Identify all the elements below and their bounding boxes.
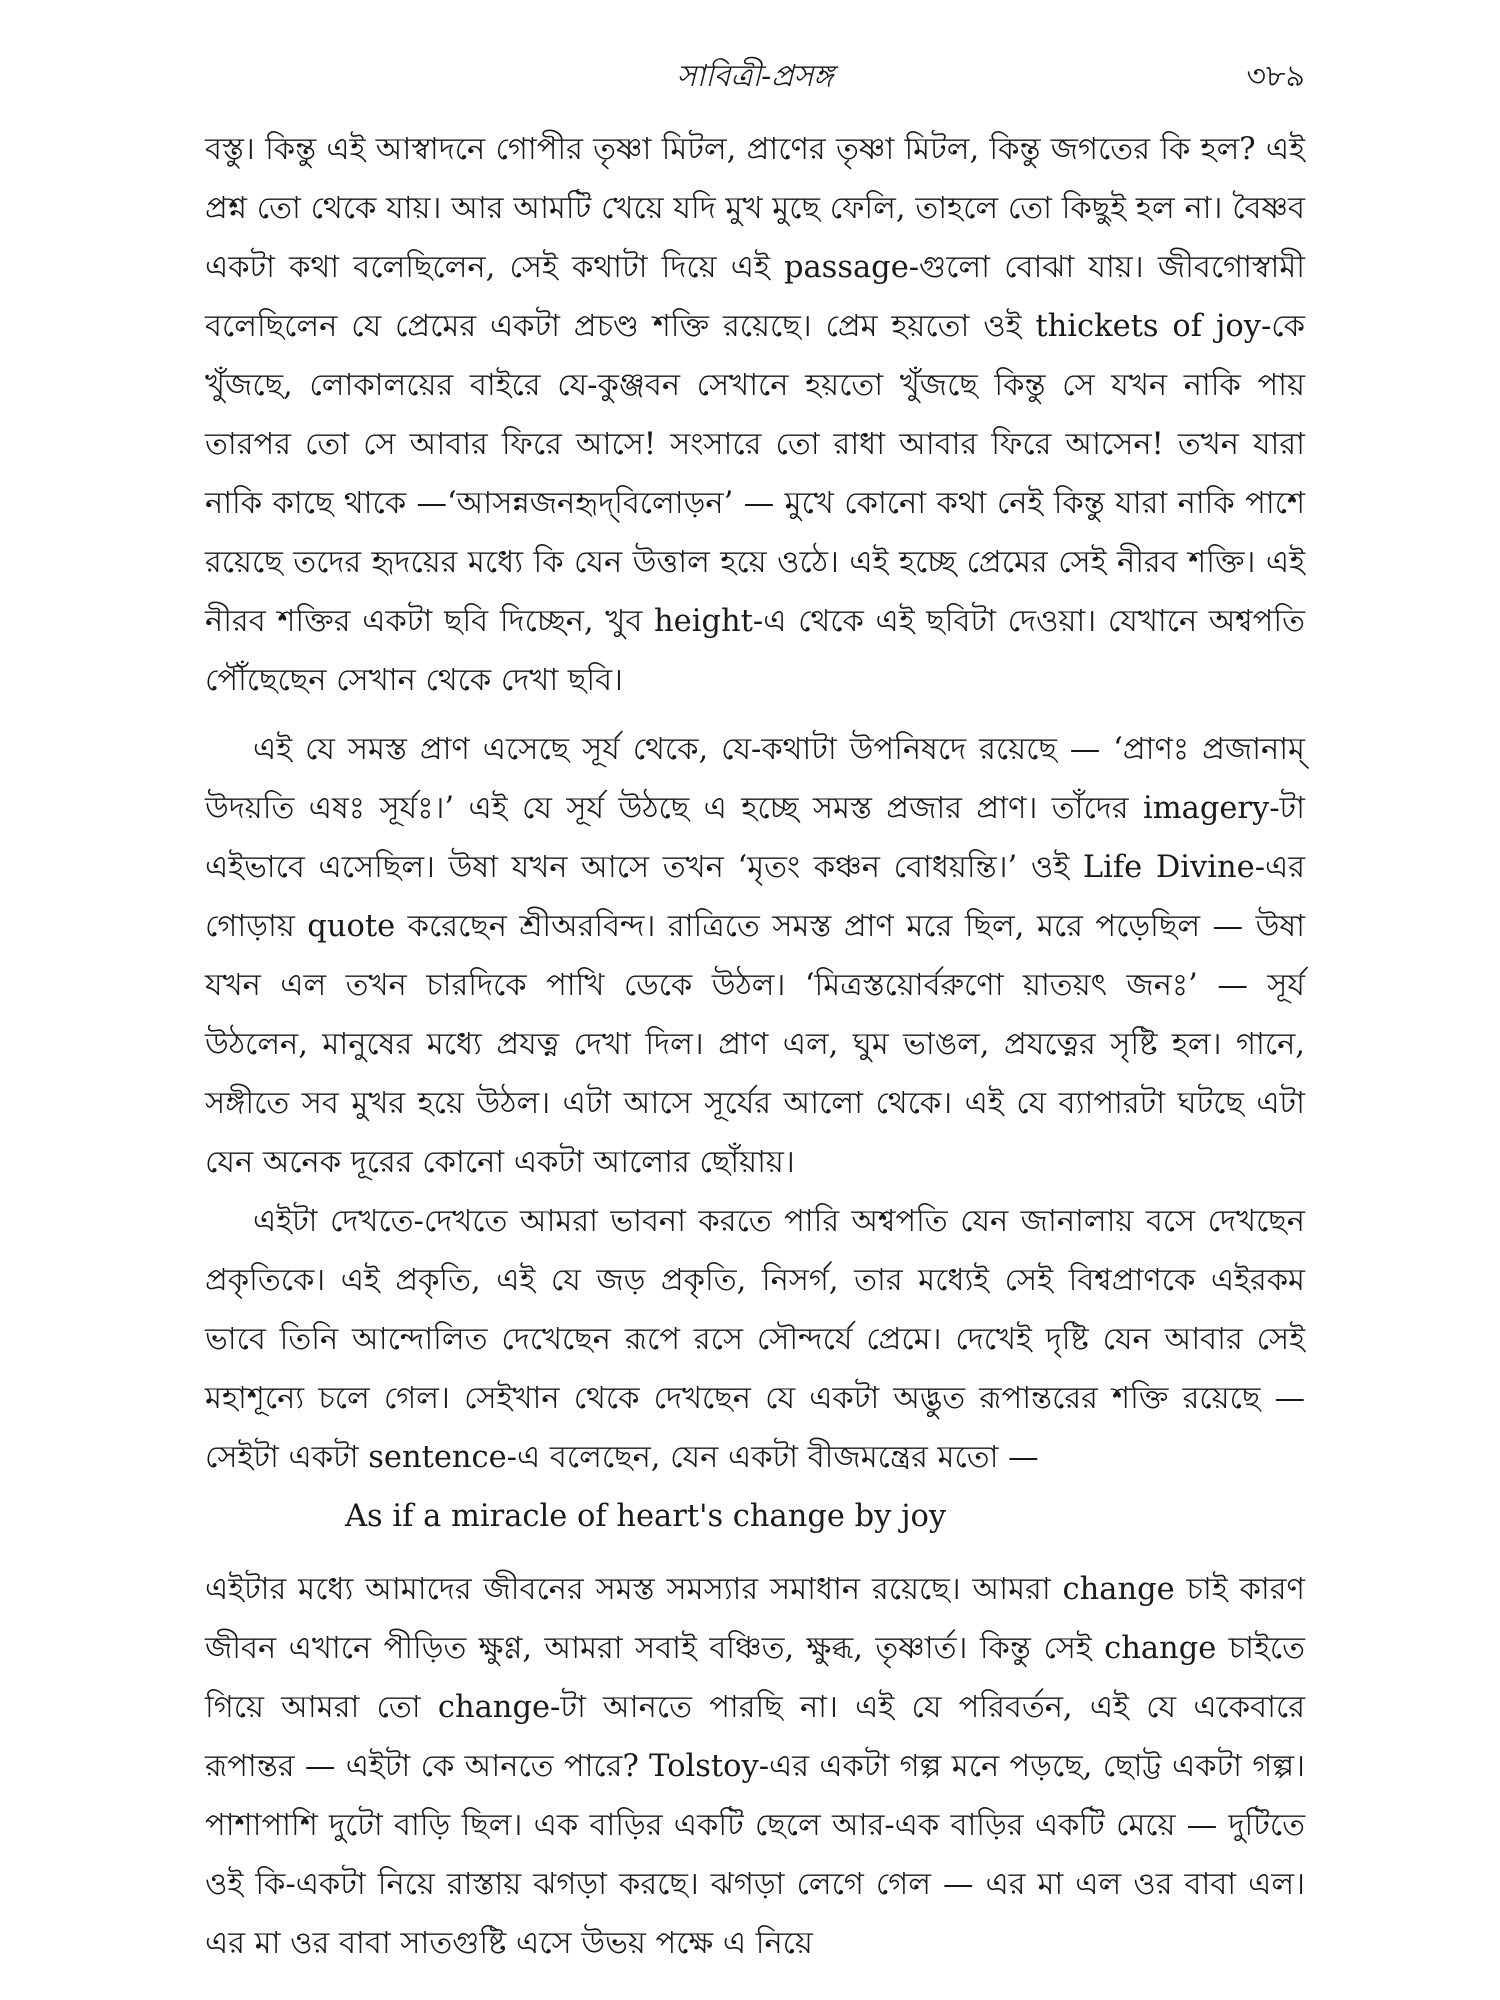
- body-text: [205, 120, 1305, 1973]
- paragraph-4: এইটার মধ্যে আমাদের জীবনের সমস্ত সমস্যার সমাধান রয়েছে। আমরা change চাই কারণ জীবন এখানে পীড়িত ক্ষুণ্ণ, আমরা সবাই বঞ্চিত, ক্ষুব্ধ, তৃষ্ণার্ত। কিন্তু সেই change চাইতে গিয়ে আমরা তো change-টা আনতে পারছি না। এই যে পরিবর্তন, এই যে একেবারে রূপান্তর — এইটা কে আনতে পারে? Tolstoy-এর একটা গল্প মনে পড়ছে, ছোট্ট একটা গল্প। পাশাপাশি দুটো বাড়ি ছিল। এক বাড়ির একটি ছেলে আর-এক বাড়ির একটি মেয়ে — দুটিতে ওই কি-একটা নিয়ে রাস্তায় ঝগড়া করছে। ঝগড়া লেগে গেল — এর মা এল ওর বাবা এল। এর মা ওর বাবা সাতগুষ্টি এসে উভয় পক্ষে এ নিয়ে: [205, 1572, 1305, 1961]
- running-head: [205, 40, 1305, 110]
- book-page: [205, 40, 1305, 1970]
- page-number: ৩৮৯: [1246, 59, 1305, 94]
- quote-line: As if a miracle of heart's change by joy: [345, 1499, 947, 1534]
- paragraph-1: বস্তু। কিন্তু এই আস্বাদনে গোপীর তৃষ্ণা মিটল, প্রাণের তৃষ্ণা মিটল, কিন্তু জগতের কি হল? এই প্রশ্ন তো থেকে যায়। আর আমটি খেয়ে যদি মুখ মুছে ফেলি, তাহলে তো কিছুই হল না। বৈষ্ণব একটা কথা বলেছিলেন, সেই কথাটা দিয়ে এই passage-গুলো বোঝা যায়। জীবগোস্বামী বলেছিলেন যে প্রেমের একটা প্রচণ্ড শক্তি রয়েছে। প্রেম হয়তো ওই thickets of joy-কে খুঁজছে, লোকালয়ের বাইরে যে-কুঞ্জবন সেখানে হয়তো খুঁজছে কিন্তু সে যখন নাকি পায় তারপর তো সে আবার ফিরে আসে! সংসারে তো রাধা আবার ফিরে আসেন! তখন যারা নাকি কাছে থাকে —‘আসন্নজনহৃদ্‌বিলোড়ন’ — মুখে কোনো কথা নেই কিন্তু যারা নাকি পাশে রয়েছে তদের হৃদয়ের মধ্যে কি যেন উত্তাল হয়ে ওঠে। এই হচ্ছে প্রেমের সেই নীরব শক্তি। এই নীরব শক্তির একটা ছবি দিচ্ছেন, খুব height-এ থেকে এই ছবিটা দেওয়া। যেখানে অশ্বপতি পৌঁছেছেন সেখান থেকে দেখা ছবি।: [205, 132, 1305, 698]
- running-title: সাবিত্রী-প্রসঙ্গ: [676, 59, 834, 94]
- paragraph-3: এইটা দেখতে-দেখতে আমরা ভাবনা করতে পারি অশ্বপতি যেন জানালায় বসে দেখছেন প্রকৃতিকে। এই প্রকৃতি, এই যে জড় প্রকৃতি, নিসর্গ, তার মধ্যেই সেই বিশ্বপ্রাণকে এইরকম ভাবে তিনি আন্দোলিত দেখেছেন রূপে রসে সৌন্দর্যে প্রেমে। দেখেই দৃষ্টি যেন আবার সেই মহাশূন্যে চলে গেল। সেইখান থেকে দেখছেন যে একটা অদ্ভুত রূপান্তরের শক্তি রয়েছে — সেইটা একটা sentence-এ বলেছেন, যেন একটা বীজমন্ত্রের মতো —: [205, 1204, 1305, 1475]
- paragraph-2: এই যে সমস্ত প্রাণ এসেছে সূর্য থেকে, যে-কথাটা উপনিষদে রয়েছে — ‘প্রাণঃ প্রজানাম্‌ উদয়তি এষঃ সূর্যঃ।’ এই যে সূর্য উঠছে এ হচ্ছে সমস্ত প্রজার প্রাণ। তাঁদের imagery-টা এইভাবে এসেছিল। উষা যখন আসে তখন ‘মৃতং কঞ্চন বোধয়ন্তি।’ ওই Life Divine-এর গোড়ায় quote করেছেন শ্রীঅরবিন্দ। রাত্রিতে সমস্ত প্রাণ মরে ছিল, মরে পড়েছিল — উষা যখন এল তখন চারদিকে পাখি ডেকে উঠল। ‘মিত্রস্তয়োর্বরুণো য়াতয়ৎ জনঃ’ — সূর্য উঠলেন, মানুষের মধ্যে প্রযত্ন দেখা দিল। প্রাণ এল, ঘুম ভাঙল, প্রযত্নের সৃষ্টি হল। গানে, সঙ্গীতে সব মুখর হয়ে উঠল। এটা আসে সূর্যের আলো থেকে। এই যে ব্যাপারটা ঘটছে এটা যেন অনেক দূরের কোনো একটা আলোর ছোঁয়ায়।: [205, 732, 1305, 1180]
